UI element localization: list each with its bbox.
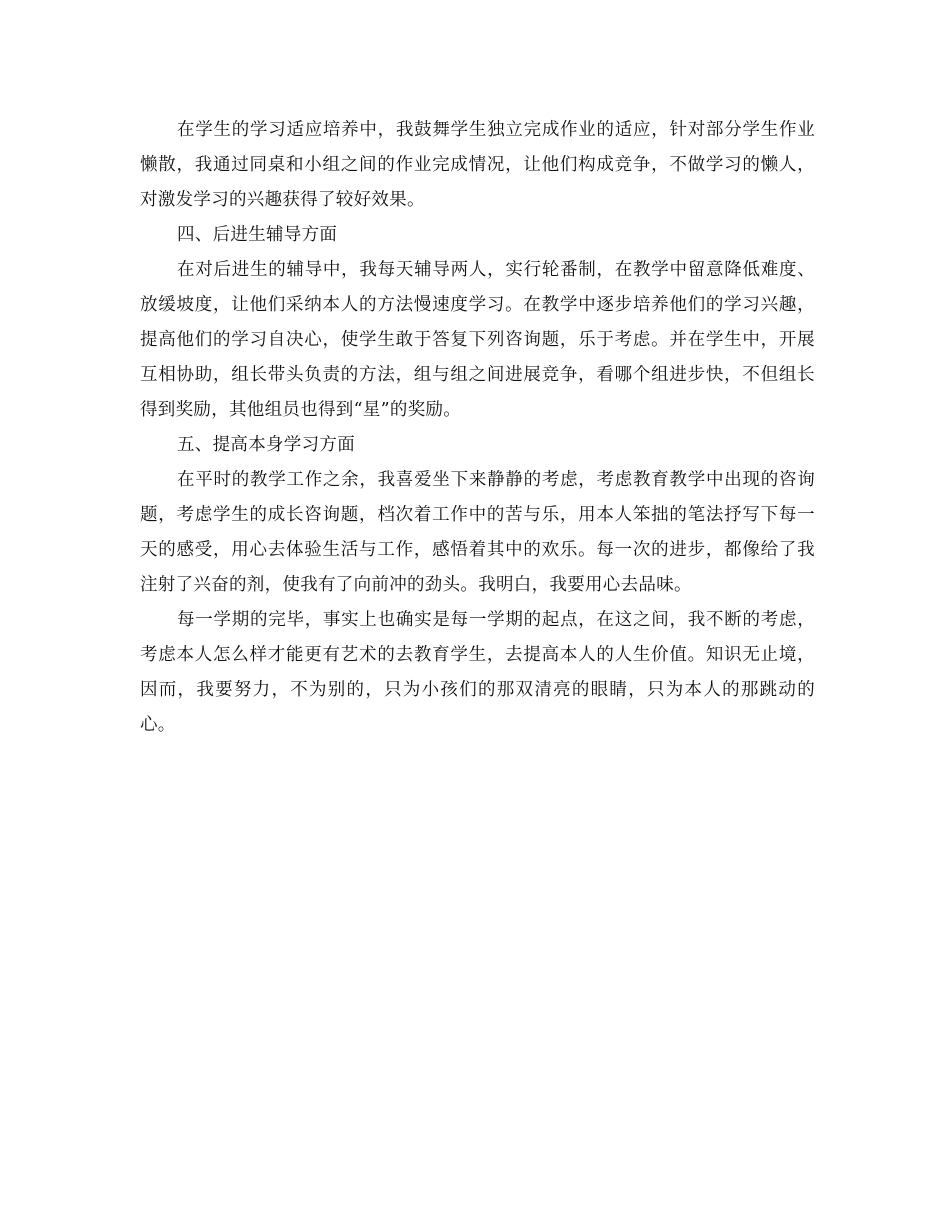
paragraph-study-habits: 在学生的学习适应培养中，我鼓舞学生独立完成作业的适应，针对部分学生作业懒散，我通过同桌和小组之间的作业完成情况，让他们构成竞争，不做学习的懒人，对激发学习的兴趣获得了较好效果。: [140, 120, 815, 210]
document-body: [140, 113, 815, 743]
section-heading-tutoring: 四、后进生辅导方面: [177, 225, 338, 245]
section-heading-self-improvement: 五、提高本身学习方面: [177, 435, 355, 455]
paragraph-self-improvement: 在平时的教学工作之余，我喜爱坐下来静静的考虑，考虑教育教学中出现的咨询题，考虑学生的成长咨询题，档次着工作中的苦与乐，用本人笨拙的笔法抒写下每一天的感受，用心去体验生活与工作，感悟着其中的欢乐。每一次的进步，都像给了我注射了兴奋的剂，使我有了向前冲的劲头。我明白，我要用心去品味。: [140, 470, 815, 595]
paragraph-conclusion: 每一学期的完毕，事实上也确实是每一学期的起点，在这之间，我不断的考虑，考虑本人怎么样才能更有艺术的去教育学生，去提高本人的人生价值。知识无止境，因而，我要努力，不为别的，只为小孩们的那双清亮的眼睛，只为本人的那跳动的心。: [140, 610, 815, 735]
paragraph-tutoring: 在对后进生的辅导中，我每天辅导两人，实行轮番制，在教学中留意降低难度、放缓坡度，让他们采纳本人的方法慢速度学习。在教学中逐步培养他们的学习兴趣，提高他们的学习自决心，使学生敢于答复下列咨询题，乐于考虑。并在学生中，开展互相协助，组长带头负责的方法，组与组之间进展竞争，看哪个组进步快，不但组长得到奖励，其他组员也得到“星”的奖励。: [140, 260, 815, 420]
